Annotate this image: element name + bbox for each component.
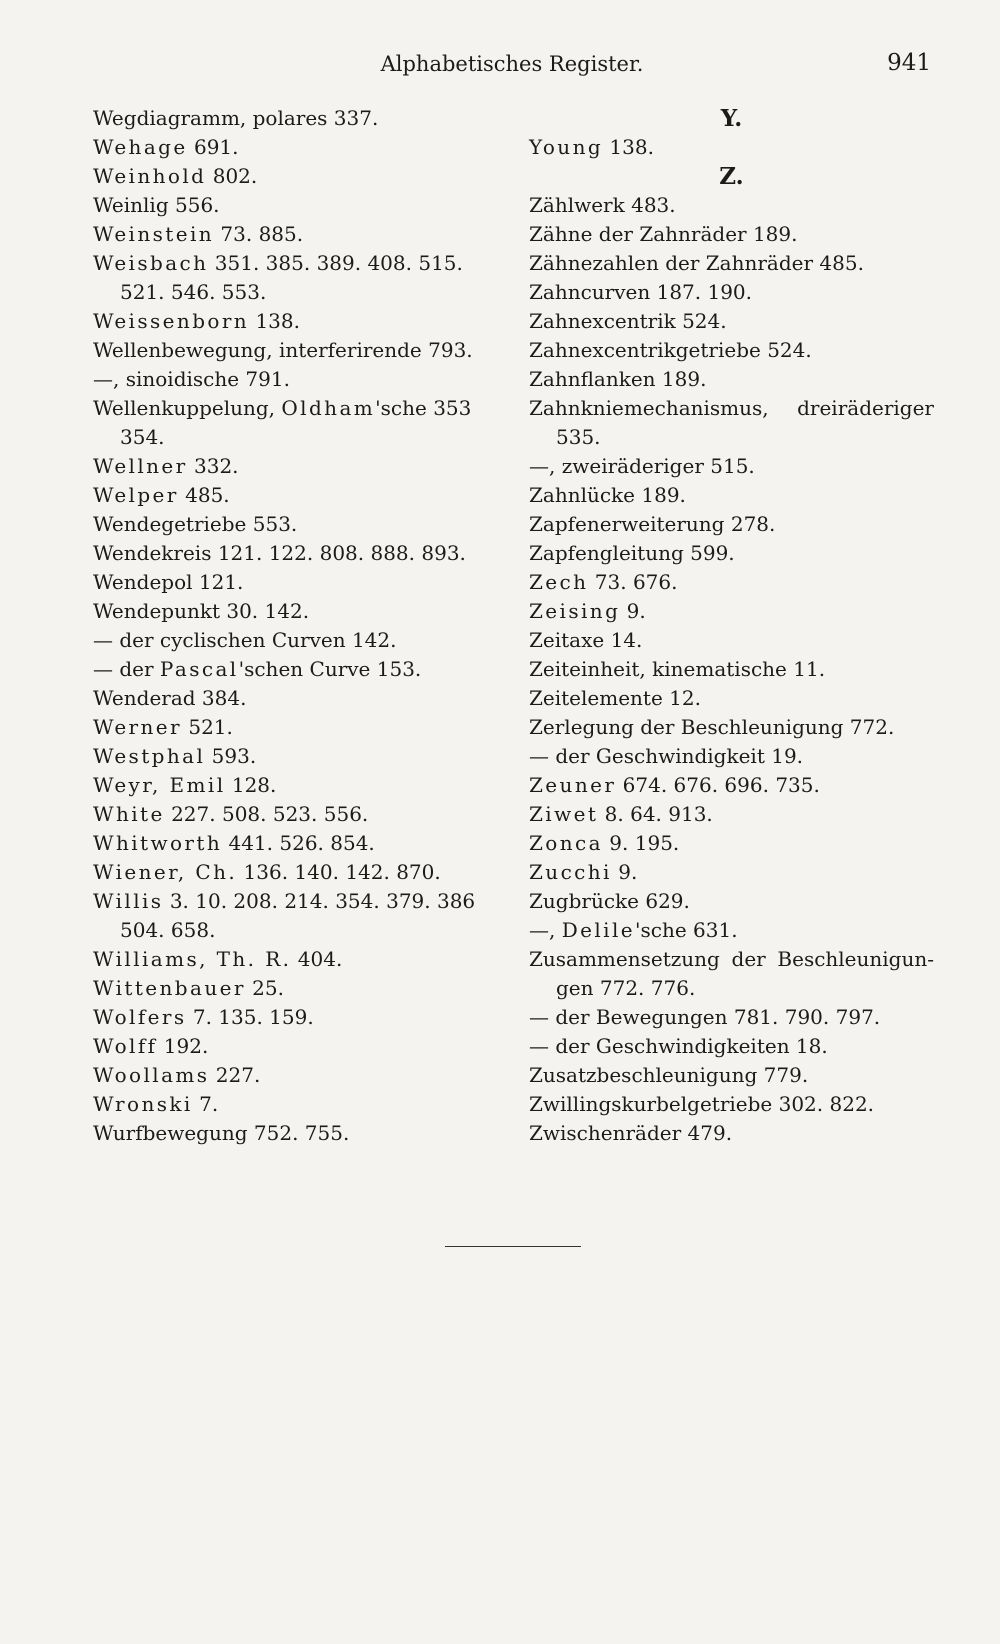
index-entry: Zählwerk 483. — [529, 193, 676, 217]
index-entry: Zahnexcentrik 524. — [529, 309, 727, 333]
index-entry: Zugbrücke 629. — [529, 889, 690, 913]
index-entry — [93, 713, 503, 742]
index-entry — [93, 220, 503, 249]
index-column-right — [529, 104, 934, 1148]
entry-pages: 'sche 353 — [375, 396, 472, 420]
entry-pages: 691. — [187, 135, 239, 159]
index-entry — [93, 974, 503, 1003]
entry-name: Weinstein — [93, 222, 215, 246]
entry-name: Wellner — [93, 454, 188, 478]
index-entry — [93, 162, 503, 191]
entry-pages: 138. — [603, 135, 654, 159]
entry-name: Wolfers — [93, 1005, 187, 1029]
running-header — [93, 48, 931, 82]
index-entry — [93, 307, 503, 336]
index-entry — [93, 887, 503, 916]
index-entry: — der Geschwindigkeit 19. — [529, 744, 804, 768]
index-entry: Zapfengleitung 599. — [529, 541, 735, 565]
page-title: Alphabetisches Register. — [380, 52, 644, 76]
index-entry — [93, 742, 503, 771]
entry-name: Zucchi — [529, 860, 612, 884]
index-entry — [93, 452, 503, 481]
index-entry: Wendepunkt 30. 142. — [93, 599, 310, 623]
entry-pages: 485. — [178, 483, 230, 507]
index-entry: Zähne der Zahnräder 189. — [529, 222, 798, 246]
end-rule — [445, 1246, 581, 1247]
index-entry: Zeitaxe 14. — [529, 628, 643, 652]
entry-pages: 9. — [620, 599, 646, 623]
index-entry — [93, 249, 503, 278]
entry-name: Willis — [93, 889, 164, 913]
index-entry — [93, 394, 503, 423]
index-entry — [529, 858, 934, 887]
entry-pages: 8. 64. 913. — [598, 802, 713, 826]
index-entry — [93, 655, 503, 684]
entry-prefix: —, — [529, 918, 562, 942]
index-entry — [93, 481, 503, 510]
index-entry: Zeiteinheit, kinematische 11. — [529, 657, 826, 681]
index-entry: Zahnlücke 189. — [529, 483, 686, 507]
index-entry: —, sinoidische 791. — [93, 367, 290, 391]
index-entry-continuation: 354. — [120, 425, 165, 449]
entry-pages: 674. 676. 696. 735. — [616, 773, 820, 797]
index-entry — [93, 1090, 503, 1119]
entry-pages: 802. — [206, 164, 258, 188]
section-letter: Z. — [719, 163, 744, 190]
index-entry: Zeitelemente 12. — [529, 686, 701, 710]
entry-name: Weisbach — [93, 251, 209, 275]
entry-name: Zeising — [529, 599, 621, 623]
index-entry — [93, 945, 503, 974]
entry-name: Werner — [93, 715, 182, 739]
index-entry: Zahnkniemechanismus, dreiräderiger — [529, 396, 934, 420]
entry-name: Young — [529, 135, 604, 159]
entry-pages: 332. — [187, 454, 239, 478]
index-entry: Zerlegung der Beschleunigung 772. — [529, 715, 895, 739]
index-entry: Zwischenräder 479. — [529, 1121, 733, 1145]
entry-name: Weyr, Emil — [93, 773, 226, 797]
index-entry — [529, 597, 934, 626]
index-entry: Wendepol 121. — [93, 570, 244, 594]
entry-pages: 'sche 631. — [635, 918, 738, 942]
entry-pages: 128. — [225, 773, 277, 797]
index-entry — [529, 568, 934, 597]
entry-name: Ziwet — [529, 802, 599, 826]
index-entry: Zwillingskurbelgetriebe 302. 822. — [529, 1092, 875, 1116]
index-entry — [93, 829, 503, 858]
entry-pages: 136. 140. 142. 870. — [237, 860, 441, 884]
entry-name: Wehage — [93, 135, 188, 159]
index-entry — [93, 771, 503, 800]
index-entry: Zusammensetzung der Beschleunigun- — [529, 947, 934, 971]
index-entry: Weinlig 556. — [93, 193, 220, 217]
index-entry: — der Geschwindigkeiten 18. — [529, 1034, 828, 1058]
entry-name: Wittenbauer — [93, 976, 246, 1000]
entry-name: Wiener, Ch. — [93, 860, 238, 884]
index-entry — [529, 133, 934, 162]
entry-pages: 25. — [245, 976, 284, 1000]
entry-pages: 192. — [157, 1034, 209, 1058]
entry-pages: 351. 385. 389. 408. 515. — [208, 251, 463, 275]
index-entry: Wurfbewegung 752. 755. — [93, 1121, 350, 1145]
entry-name: White — [93, 802, 165, 826]
index-entry: Wellenbewegung, interferirende 793. — [93, 338, 473, 362]
section-letter: Y. — [720, 105, 743, 132]
index-entry — [529, 800, 934, 829]
page-number: 941 — [887, 50, 931, 76]
entry-name: Wolff — [93, 1034, 158, 1058]
entry-pages: 9. 195. — [602, 831, 680, 855]
entry-name: Zech — [529, 570, 589, 594]
entry-pages: 7. 135. 159. — [186, 1005, 314, 1029]
index-entry: Wegdiagramm, polares 337. — [93, 106, 379, 130]
entry-pages: 138. — [249, 309, 300, 333]
index-entry: Zahnflanken 189. — [529, 367, 707, 391]
entry-pages: 73. 885. — [214, 222, 304, 246]
entry-pages: 7. — [192, 1092, 219, 1116]
entry-name: Weissenborn — [93, 309, 250, 333]
entry-pages: 227. 508. 523. 556. — [164, 802, 369, 826]
entry-prefix: — der — [93, 657, 160, 681]
index-entry: Zähnezahlen der Zahnräder 485. — [529, 251, 864, 275]
index-entry: Zapfenerweiterung 278. — [529, 512, 776, 536]
index-entry-continuation: 521. 546. 553. — [120, 280, 267, 304]
index-entry: Wenderad 384. — [93, 686, 247, 710]
index-entry — [529, 829, 934, 858]
entry-pages: 404. — [291, 947, 343, 971]
entry-name: Oldham — [281, 396, 376, 420]
index-entry: Zahnexcentrikgetriebe 524. — [529, 338, 812, 362]
index-entry — [93, 1061, 503, 1090]
index-entry: —, zweiräderiger 515. — [529, 454, 755, 478]
entry-name: Pascal — [159, 657, 239, 681]
entry-pages: 227. — [209, 1063, 261, 1087]
entry-pages: 3. 10. 208. 214. 354. 379. 386 — [163, 889, 476, 913]
index-entry — [93, 133, 503, 162]
index-entry: Zusatzbeschleunigung 779. — [529, 1063, 809, 1087]
entry-pages: 521. — [182, 715, 233, 739]
index-entry — [93, 1032, 503, 1061]
entry-name: Westphal — [93, 744, 206, 768]
entry-name: Delile — [561, 918, 636, 942]
entry-name: Zonca — [529, 831, 603, 855]
index-entry-continuation: gen 772. 776. — [556, 976, 696, 1000]
entry-name: Welper — [93, 483, 179, 507]
index-entry: Wendegetriebe 553. — [93, 512, 298, 536]
index-entry — [93, 800, 503, 829]
index-entry: Wendekreis 121. 122. 808. 888. 893. — [93, 541, 466, 565]
entry-name: Zeuner — [529, 773, 617, 797]
index-entry-continuation: 504. 658. — [120, 918, 216, 942]
entry-name: Whitworth — [93, 831, 223, 855]
index-entry — [529, 916, 934, 945]
entry-name: Woollams — [93, 1063, 210, 1087]
index-entry: Zahncurven 187. 190. — [529, 280, 753, 304]
entry-pages: 73. 676. — [588, 570, 678, 594]
entry-name: Williams, Th. R. — [93, 947, 292, 971]
index-column-left — [93, 104, 503, 1148]
entry-pages: 593. — [205, 744, 257, 768]
entry-prefix: Wellenkuppelung, — [93, 396, 282, 420]
entry-pages: 'schen Curve 153. — [238, 657, 422, 681]
entry-pages: 441. 526. 854. — [222, 831, 375, 855]
index-entry: — der Bewegungen 781. 790. 797. — [529, 1005, 881, 1029]
entry-name: Weinhold — [93, 164, 207, 188]
index-entry — [529, 771, 934, 800]
entry-pages: 9. — [611, 860, 638, 884]
index-entry-continuation: 535. — [556, 425, 601, 449]
index-entry — [93, 858, 503, 887]
index-entry — [93, 1003, 503, 1032]
index-entry: — der cyclischen Curven 142. — [93, 628, 397, 652]
entry-name: Wronski — [93, 1092, 193, 1116]
